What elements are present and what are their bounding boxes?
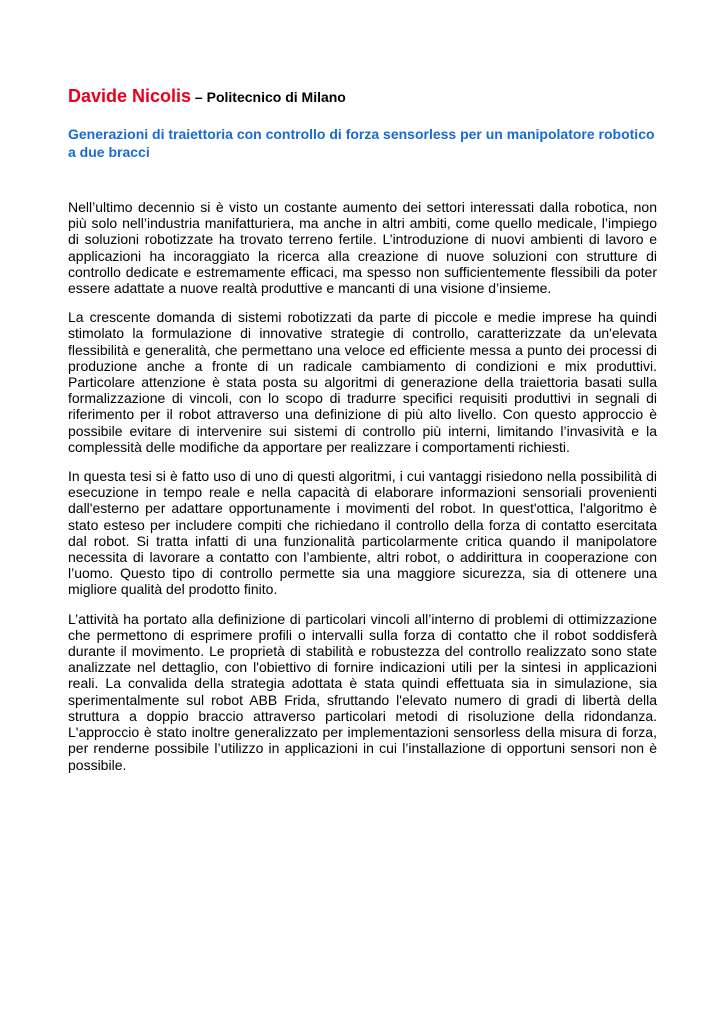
paragraph-4: L’attività ha portato alla definizione di particolari vincoli all’interno di problemi di ottimizzazione che permettono di esprimere profili o intervalli sulla forza di contatto che il robot soddisferà durante il movimento. Le proprietà di stabilità e robustezza del controllo realizzato sono state analizzate nel dettaglio, con l'obiettivo di fornire indicazioni utili per la sintesi in applicazioni reali. La convalida della strategia adottata è stata quindi effettuata sia in simulazione, sia sperimentalmente sul robot ABB Frida, sfruttando l'elevato numero di gradi di libertà della struttura a doppio braccio attraverso particolari metodi di risoluzione della ridondanza. L'approccio è stato inoltre generalizzato per implementazioni sensorless della misura di forza, per renderne possibile l’utilizzo in applicazioni in cui l’installazione di opportuni sensori non è possibile.	[68, 610, 657, 773]
abstract-body	[68, 199, 657, 773]
paragraph-2: La crescente domanda di sistemi robotizzati da parte di piccole e medie imprese ha quindi stimolato la formulazione di innovative strategie di controllo, caratterizzate da un'elevata flessibilità e generalità, che permettano una veloce ed efficiente messa a punto dei processi di produzione anche a fronte di un radicale cambiamento di condizioni e mix produttivi. Particolare attenzione è stata posta su algoritmi di generazione della traiettoria basati sulla formalizzazione di vincoli, con lo scopo di tradurre specifici requisiti produttivi in segnali di riferimento per il robot attraverso una definizione di più alto livello. Con questo approccio è possibile evitare di intervenire sui sistemi di controllo più interni, limitando l’invasività e la complessità delle modifiche da apportare per realizzare i comportamenti richiesti.	[68, 309, 657, 455]
paragraph-3: In questa tesi si è fatto uso di uno di questi algoritmi, i cui vantaggi risiedono nella possibilità di esecuzione in tempo reale e nella capacità di elaborare informazioni sensoriali provenienti dall'esterno per adattare opportunamente i movimenti del robot. In quest'ottica, l'algoritmo è stato esteso per includere compiti che richiedano il controllo della forza di contatto esercitata dal robot. Si tratta infatti di una funzionalità particolarmente critica quando il manipolatore necessita di lavorare a contatto con l’ambiente, altri robot, o addirittura in cooperazione con l’uomo. Questo tipo di controllo permette sia una maggiore sicurezza, sia di ottenere una migliore qualità del prodotto finito.	[68, 468, 657, 598]
document-page	[68, 84, 657, 786]
author-name: Davide Nicolis	[68, 86, 192, 106]
paragraph-1: Nell’ultimo decennio si è visto un costante aumento dei settori interessati dalla robotica, non più solo nell’industria manifatturiera, ma anche in altri ambiti, come quello medicale, l’impiego di soluzioni robotizzate ha trovato terreno fertile. L’introduzione di nuovi ambienti di lavoro e applicazioni ha incoraggiato la ricerca alla creazione di nuove soluzioni con strutture di controllo dedicate e estremamente efficaci, ma spesso non sufficientemente flessibili da poter essere adattate a nuove realtà produttive e mancanti di una visione d’insieme.	[68, 199, 657, 297]
thesis-title: Generazioni di traiettoria con controllo di forza sensorless per un manipolatore robotico a due bracci	[68, 126, 655, 160]
header-separator: –	[191, 89, 207, 105]
header	[68, 84, 657, 110]
affiliation: Politecnico di Milano	[206, 89, 346, 105]
